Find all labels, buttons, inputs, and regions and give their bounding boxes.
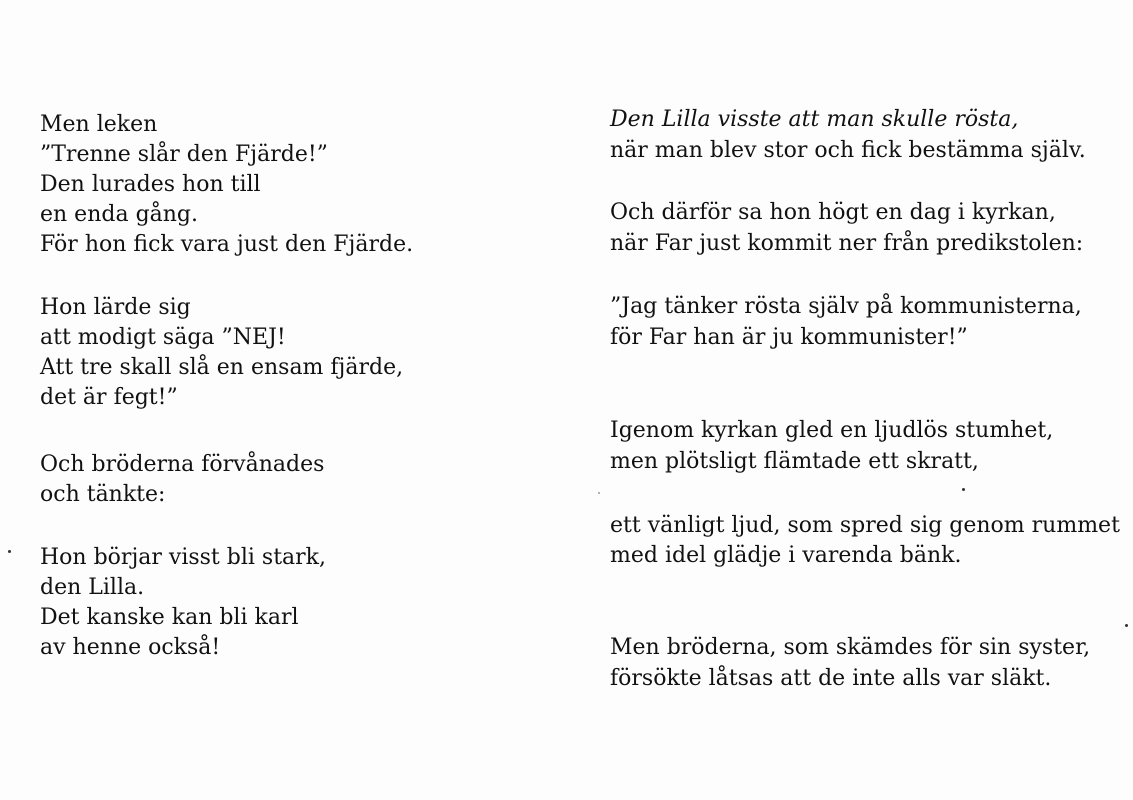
poem-line: Och därför sa hon högt en dag i kyrkan, bbox=[610, 200, 1056, 225]
print-speck bbox=[962, 488, 965, 491]
poem-line: det är fegt!” bbox=[40, 385, 178, 410]
poem-line: Att tre skall slå en ensam fjärde, bbox=[40, 355, 404, 380]
poem-line: För hon fick vara just den Fjärde. bbox=[40, 232, 414, 257]
poem-line: att modigt säga ”NEJ! bbox=[40, 325, 286, 350]
poem-line: Det kanske kan bli karl bbox=[40, 605, 299, 630]
poem-line: Men leken bbox=[40, 112, 158, 137]
poem-line: av henne också! bbox=[40, 635, 221, 660]
poem-line: med idel glädje i varenda bänk. bbox=[610, 543, 962, 568]
poem-line: Hon börjar visst bli stark, bbox=[40, 545, 326, 570]
poem-line: Igenom kyrkan gled en ljudlös stumhet, bbox=[610, 418, 1054, 443]
print-speck bbox=[598, 492, 600, 494]
poem-line: men plötsligt flämtade ett skratt, bbox=[610, 449, 979, 474]
poem-line: den Lilla. bbox=[40, 575, 145, 600]
poem-line: ett vänligt ljud, som spred sig genom rummet bbox=[610, 513, 1120, 538]
poem-line: Men bröderna, som skämdes för sin syster, bbox=[610, 635, 1091, 660]
poem-line: försökte låtsas att de inte alls var släkt. bbox=[610, 666, 1052, 691]
poem-line: Den Lilla visste att man skulle rösta, bbox=[610, 107, 1019, 132]
poem-line: Hon lärde sig bbox=[40, 295, 191, 320]
poem-line: och tänkte: bbox=[40, 482, 166, 507]
poem-line: Och bröderna förvånades bbox=[40, 452, 325, 477]
poem-line: ”Jag tänker rösta själv på kommunisterna, bbox=[610, 294, 1082, 319]
print-speck bbox=[1125, 624, 1128, 627]
poem-line: för Far han är ju kommunister!” bbox=[610, 325, 968, 350]
poem-line: ”Trenne slår den Fjärde!” bbox=[40, 142, 328, 167]
print-speck bbox=[8, 550, 11, 553]
poem-line: när man blev stor och fick bestämma själv. bbox=[610, 138, 1086, 163]
poem-line: Den lurades hon till bbox=[40, 172, 261, 197]
poem-line: när Far just kommit ner från predikstolen: bbox=[610, 231, 1084, 256]
poem-line: en enda gång. bbox=[40, 202, 199, 227]
